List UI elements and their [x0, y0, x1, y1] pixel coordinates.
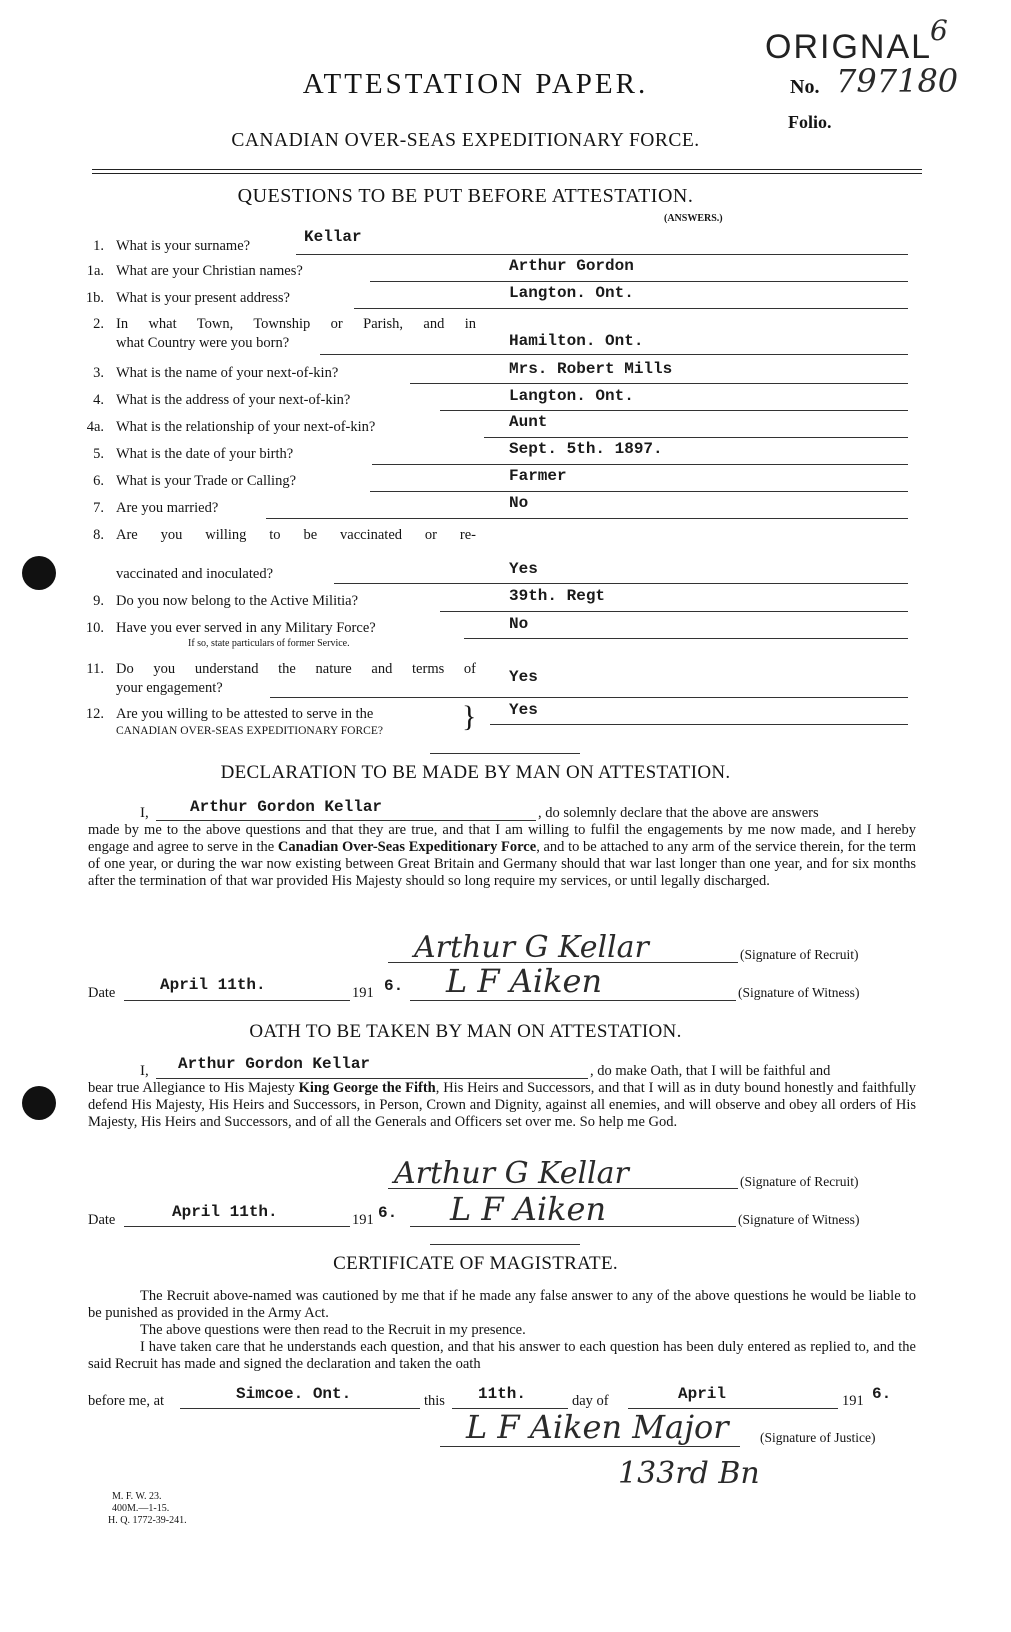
certificate-year-digit: 6.	[872, 1385, 892, 1403]
q1b-text: What is your present address?	[116, 290, 290, 306]
page-title: ATTESTATION PAPER.	[302, 68, 649, 100]
q12-answer-line	[490, 724, 908, 725]
q8-text: Are you willing to be vaccinated or re-	[116, 527, 476, 543]
certificate-before-me: before me, at	[88, 1393, 165, 1409]
oath-witness-sig-label: (Signature of Witness)	[738, 1212, 860, 1227]
oath-name: Arthur Gordon Kellar	[178, 1055, 371, 1073]
q11-answer: Yes	[509, 668, 538, 686]
certificate-this-label: this	[424, 1393, 445, 1409]
oath-body	[88, 1080, 916, 1131]
oath-prefix: I,	[140, 1063, 149, 1079]
q7-number: 7.	[93, 500, 104, 516]
q9-number: 9.	[93, 593, 104, 609]
certificate-day-value: 11th.	[478, 1385, 527, 1403]
q4a-answer: Aunt	[509, 413, 548, 431]
q6-answer-line	[370, 491, 908, 492]
footer-print-run: 400M.—1-15.	[112, 1503, 170, 1514]
q1-text: What is your surname?	[116, 238, 251, 254]
q10-number: 10.	[85, 620, 104, 636]
declaration-witness-sig-line	[410, 1000, 736, 1001]
q1-answer-line	[296, 254, 908, 255]
answers-label: (ANSWERS.)	[664, 213, 723, 224]
folio-corner-number: 6	[930, 14, 948, 47]
section-rule-1	[430, 753, 580, 754]
q8-text-cont: vaccinated and inoculated?	[116, 566, 274, 582]
oath-body-bold: King George the Fifth	[298, 1080, 436, 1096]
q1b-answer-line	[354, 308, 908, 309]
q5-number: 5.	[93, 446, 104, 462]
declaration-witness-signature: L F Aiken	[446, 962, 603, 1000]
certificate-day-of-label: day of	[572, 1393, 609, 1409]
questions-heading: QUESTIONS TO BE PUT BEFORE ATTESTATION.	[237, 185, 694, 207]
certificate-para-1: The Recruit above-named was cautioned by me that if he made any false answer to any of the above questions he would be liable to be punished as provided in the Army Act.	[88, 1288, 916, 1321]
oath-date-label: Date	[88, 1212, 116, 1228]
q10-note: If so, state particulars of former Service.	[188, 638, 350, 649]
declaration-name: Arthur Gordon Kellar	[190, 798, 383, 816]
q10-text: Have you ever served in any Military Force?	[116, 620, 376, 636]
declaration-body-part-2: , and to be attached to any arm of the service therein, for the term of one year, or during the war now existing between Great Britain and Germany should that war last longer than one year, and for six months after the termination of that war provided His Majesty should so long require my services, or until legally discharged.	[88, 839, 916, 889]
folio-label: Folio.	[788, 112, 832, 132]
q12-answer: Yes	[509, 701, 538, 719]
declaration-year-prefix: 191	[352, 985, 374, 1001]
q4-answer-line	[440, 410, 908, 411]
oath-date-value: April 11th.	[172, 1203, 278, 1221]
q11-text: Do you understand the nature and terms of	[116, 661, 476, 677]
q10-answer: No	[509, 615, 529, 633]
declaration-body-bold: Canadian Over-Seas Expeditionary Force	[277, 839, 537, 855]
certificate-para-2: The above questions were then read to the Recruit in my presence.	[140, 1322, 526, 1338]
q3-answer-line	[410, 383, 908, 384]
no-label: No.	[790, 76, 820, 98]
q7-text: Are you married?	[116, 500, 219, 516]
q1-answer: Kellar	[304, 228, 362, 246]
q2-answer: Hamilton. Ont.	[509, 332, 644, 350]
certificate-unit-annotation: 133rd Bn	[618, 1456, 760, 1491]
footer-hq-ref: H. Q. 1772-39-241.	[108, 1515, 187, 1526]
oath-recruit-signature: Arthur G Kellar	[394, 1156, 629, 1191]
q9-text: Do you now belong to the Active Militia?	[116, 593, 359, 609]
q4-text: What is the address of your next-of-kin?	[116, 392, 351, 408]
q4-number: 4.	[93, 392, 104, 408]
q9-answer-line	[440, 611, 908, 612]
q12-brace: }	[462, 700, 477, 733]
oath-witness-signature: L F Aiken	[450, 1190, 607, 1228]
q10-answer-line	[464, 638, 908, 639]
oath-year-digit: 6.	[378, 1204, 398, 1222]
q1a-number: 1a.	[86, 263, 104, 279]
q5-text: What is the date of your birth?	[116, 446, 294, 462]
oath-body-part-2: , His Heirs and Successors, and that I will as in duty bound honestly and faithfully defend His Majesty, His Heirs and Successors, in Person, Crown and Dignity, against all enemies, and will observe and obey all orders of His Majesty, His Heirs and Successors, and of all the Generals and Officers set over me. So help me God.	[88, 1080, 917, 1130]
stamp-original: ORIGNAL	[765, 28, 933, 66]
q2-number: 2.	[93, 316, 104, 332]
footer-form-code: M. F. W. 23.	[112, 1491, 162, 1502]
q12-text-cont: CANADIAN OVER-SEAS EXPEDITIONARY FORCE?	[116, 725, 383, 737]
certificate-heading: CERTIFICATE OF MAGISTRATE.	[333, 1253, 618, 1274]
q1a-text: What are your Christian names?	[116, 263, 303, 279]
q12-number: 12.	[85, 706, 104, 722]
q5-answer-line	[372, 464, 908, 465]
certificate-justice-signature: L F Aiken Major	[466, 1408, 729, 1446]
q1a-answer: Arthur Gordon	[509, 257, 634, 275]
header-rule-top	[92, 169, 922, 170]
q3-text: What is the name of your next-of-kin?	[116, 365, 339, 381]
header-rule-bottom	[92, 173, 922, 174]
oath-body-part-1: bear true Allegiance to His Majesty	[88, 1080, 299, 1096]
q5-answer: Sept. 5th. 1897.	[509, 440, 663, 458]
q1a-answer-line	[370, 281, 908, 282]
oath-recruit-sig-line	[388, 1188, 738, 1189]
oath-text-after-name: , do make Oath, that I will be faithful and	[590, 1063, 831, 1079]
declaration-date-line	[124, 1000, 350, 1001]
declaration-name-line	[156, 820, 536, 821]
q7-answer-line	[266, 518, 908, 519]
oath-name-line	[156, 1078, 588, 1079]
q12-text: Are you willing to be attested to serve in the	[116, 706, 374, 722]
q4a-text: What is the relationship of your next-of-kin?	[116, 419, 376, 435]
q1b-answer: Langton. Ont.	[509, 284, 634, 302]
q4a-number: 4a.	[86, 419, 104, 435]
q1b-number: 1b.	[85, 290, 104, 306]
declaration-heading: DECLARATION TO BE MADE BY MAN ON ATTESTATION.	[220, 762, 731, 783]
oath-recruit-sig-label: (Signature of Recruit)	[740, 1174, 859, 1189]
q6-number: 6.	[93, 473, 104, 489]
certificate-justice-sig-line	[440, 1446, 740, 1447]
certificate-justice-sig-label: (Signature of Justice)	[760, 1430, 876, 1445]
declaration-date-label: Date	[88, 985, 116, 1001]
q4-answer: Langton. Ont.	[509, 387, 634, 405]
certificate-year-prefix: 191	[842, 1393, 864, 1409]
q11-answer-line	[270, 697, 908, 698]
q8-answer: Yes	[509, 560, 538, 578]
q11-text-cont: your engagement?	[116, 680, 223, 696]
certificate-place: Simcoe. Ont.	[236, 1385, 352, 1403]
certificate-month-value: April	[678, 1385, 727, 1403]
punch-hole-2	[22, 1086, 56, 1120]
q9-answer: 39th. Regt	[509, 587, 606, 605]
declaration-date-value: April 11th.	[160, 976, 266, 994]
declaration-text-after-name: , do solemnly declare that the above are answers	[538, 805, 819, 821]
declaration-witness-sig-label: (Signature of Witness)	[738, 985, 860, 1000]
declaration-body-part-1: made by me to the above questions and that they are true, and that I am willing to fulfil the engagements by me now made, and I hereby engage and agree to serve in the	[88, 822, 916, 855]
declaration-recruit-sig-label: (Signature of Recruit)	[740, 947, 859, 962]
declaration-body	[88, 822, 916, 890]
oath-heading: OATH TO BE TAKEN BY MAN ON ATTESTATION.	[249, 1021, 682, 1042]
page-subtitle: CANADIAN OVER-SEAS EXPEDITIONARY FORCE.	[231, 130, 700, 151]
declaration-prefix: I,	[140, 805, 149, 821]
section-rule-2	[430, 1244, 580, 1245]
q8-answer-line	[334, 583, 908, 584]
certificate-para-3: I have taken care that he understands each question, and that his answer to each question has been duly entered as replied to, and the said Recruit has made and signed the declaration and taken the oath	[88, 1339, 916, 1372]
oath-witness-sig-line	[410, 1226, 736, 1227]
q6-answer: Farmer	[509, 467, 567, 485]
punch-hole-1	[22, 556, 56, 590]
q6-text: What is your Trade or Calling?	[116, 473, 297, 489]
oath-date-line	[124, 1226, 350, 1227]
q11-number: 11.	[86, 661, 104, 677]
q2-text-cont: what Country were you born?	[116, 335, 290, 351]
declaration-year-digit: 6.	[384, 977, 404, 995]
q7-answer: No	[509, 494, 529, 512]
certificate-place-line	[180, 1408, 420, 1409]
oath-year-prefix: 191	[352, 1212, 374, 1228]
q2-text: In what Town, Township or Parish, and in	[116, 316, 476, 332]
q2-answer-line	[320, 354, 908, 355]
q4a-answer-line	[484, 437, 908, 438]
no-value: 797180	[836, 62, 959, 100]
q3-answer: Mrs. Robert Mills	[509, 360, 673, 378]
q8-number: 8.	[93, 527, 104, 543]
q1-number: 1.	[93, 238, 104, 254]
declaration-recruit-signature: Arthur G Kellar	[414, 930, 649, 965]
q3-number: 3.	[93, 365, 104, 381]
